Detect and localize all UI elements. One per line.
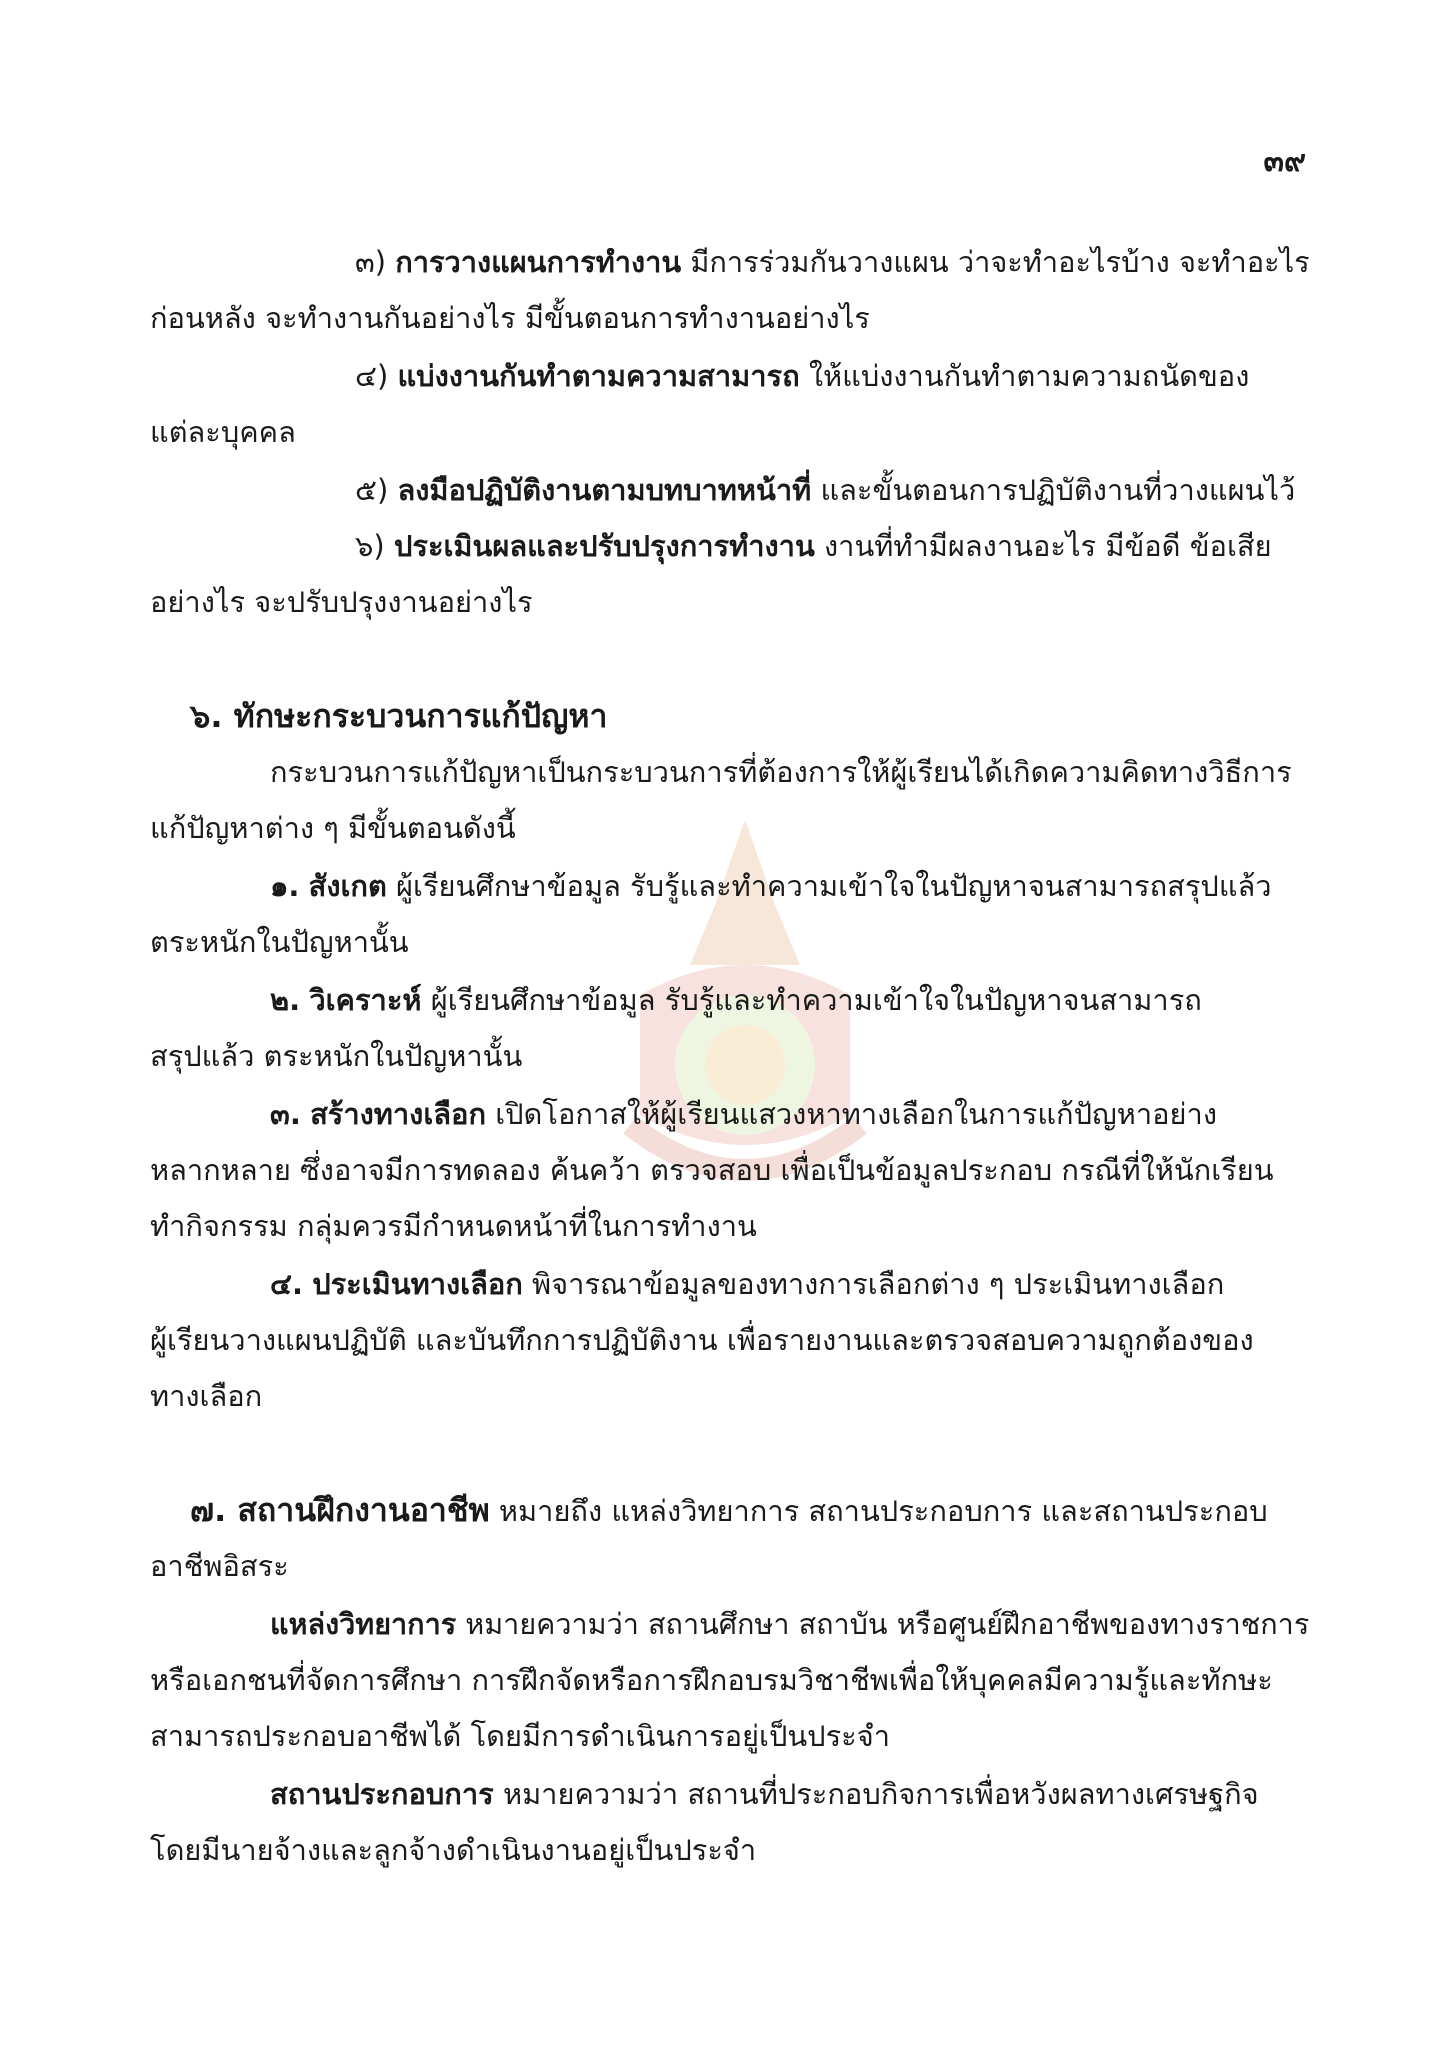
item-4-line-2: แต่ละบุคคล [150,415,296,449]
item-6-text: งานที่ทำมีผลงานอะไร มีข้อดี ข้อเสีย [824,529,1272,563]
def-1-line-1 [270,1604,1309,1644]
section-6-heading: ๖. ทักษะกระบวนการแก้ปัญหา [190,697,608,735]
section-7-text: หมายถึง แหล่งวิทยาการ สถานประกอบการ และสถานประกอบ [498,1494,1268,1528]
section-7-heading: ๗. สถานฝึกงานอาชีพ [190,1491,490,1529]
item-4-line-1 [355,356,1249,396]
section-6-intro-1: กระบวนการแก้ปัญหาเป็นกระบวนการที่ต้องการให้ผู้เรียนได้เกิดความคิดทางวิธีการ [270,755,1292,789]
item-5-text: และขั้นตอนการปฏิบัติงานที่วางแผนไว้ [820,473,1296,507]
seal-emblem [705,1025,785,1105]
step-4-line-3: ทางเลือก [150,1379,263,1413]
step-1-text: ผู้เรียนศึกษาข้อมูล รับรู้และทำความเข้าใจในปัญหาจนสามารถสรุปแล้ว [396,869,1272,903]
section-7-line-1 [190,1490,1268,1531]
def-2-line-2: โดยมีนายจ้างและลูกจ้างดำเนินงานอยู่เป็นประจำ [150,1833,757,1867]
item-5-number: ๕) [355,473,389,507]
page-number: ๓๙ [1263,144,1306,179]
item-4-text: ให้แบ่งงานกันทำตามความถนัดของ [808,359,1250,393]
step-2-title: วิเคราะห์ [309,983,422,1017]
item-3-line-2: ก่อนหลัง จะทำงานกันอย่างไร มีขั้นตอนการทำงานอย่างไร [150,301,870,335]
step-4-line-1 [270,1264,1224,1304]
step-3-line-2: หลากหลาย ซึ่งอาจมีการทดลอง ค้นคว้า ตรวจสอบ เพื่อเป็นข้อมูลประกอบ กรณีที่ให้นักเรียน [150,1153,1274,1187]
step-4-number: ๔. [270,1267,303,1301]
step-3-text: เปิดโอกาสให้ผู้เรียนแสวงหาทางเลือกในการแก้ปัญหาอย่าง [495,1097,1217,1131]
step-1-line-1 [270,866,1272,906]
def-2-line-1 [270,1774,1259,1814]
step-4-text: พิจารณาข้อมูลของทางการเลือกต่าง ๆ ประเมินทางเลือก [532,1267,1225,1301]
step-3-line-1 [270,1094,1217,1134]
def-2-term: สถานประกอบการ [270,1777,494,1811]
def-1-text: หมายความว่า สถานศึกษา สถาบัน หรือศูนย์ฝึกอาชีพของทางราชการ [465,1607,1310,1641]
step-1-title: สังเกต [308,869,387,903]
item-6-number: ๖) [355,529,385,563]
item-6-line-1 [355,526,1272,566]
item-3-title: การวางแผนการทำงาน [395,245,682,279]
step-3-number: ๓. [270,1097,301,1131]
step-2-line-2: สรุปแล้ว ตระหนักในปัญหานั้น [150,1039,523,1073]
step-2-number: ๒. [270,983,301,1017]
item-3-number: ๓) [355,245,387,279]
step-3-line-3: ทำกิจกรรม กลุ่มควรมีกำหนดหน้าที่ในการทำงาน [150,1209,757,1243]
item-3-text: มีการร่วมกันวางแผน ว่าจะทำอะไรบ้าง จะทำอะไร [690,245,1310,279]
item-4-title: แบ่งงานกันทำตามความสามารถ [397,359,800,393]
section-7-line-2: อาชีพอิสระ [150,1549,289,1583]
step-2-line-1 [270,980,1202,1020]
def-1-line-2: หรือเอกชนที่จัดการศึกษา การฝึกจัดหรือการฝึกอบรมวิชาชีพเพื่อให้บุคคลมีความรู้และทักษะ [150,1663,1273,1697]
def-1-term: แหล่งวิทยาการ [270,1607,457,1641]
item-6-title: ประเมินผลและปรับปรุงการทำงาน [393,529,815,563]
item-5-line-1 [355,470,1295,510]
step-1-line-2: ตระหนักในปัญหานั้น [150,925,409,959]
item-5-title: ลงมือปฏิบัติงานตามบทบาทหน้าที่ [397,473,812,507]
def-2-text: หมายความว่า สถานที่ประกอบกิจการเพื่อหวังผลทางเศรษฐกิจ [502,1777,1259,1811]
step-1-number: ๑. [270,869,300,903]
step-4-line-2: ผู้เรียนวางแผนปฏิบัติ และบันทึกการปฏิบัติงาน เพื่อรายงานและตรวจสอบความถูกต้องของ [150,1323,1254,1357]
step-3-title: สร้างทางเลือก [310,1097,487,1131]
item-6-line-2: อย่างไร จะปรับปรุงงานอย่างไร [150,585,533,619]
item-3-line-1 [355,242,1310,282]
step-2-text: ผู้เรียนศึกษาข้อมูล รับรู้และทำความเข้าใจในปัญหาจนสามารถ [430,983,1202,1017]
section-6-intro-2: แก้ปัญหาต่าง ๆ มีขั้นตอนดังนี้ [150,811,516,845]
step-4-title: ประเมินทางเลือก [312,1267,523,1301]
item-4-number: ๔) [355,359,389,393]
def-1-line-3: สามารถประกอบอาชีพได้ โดยมีการดำเนินการอยู่เป็นประจำ [150,1719,891,1753]
